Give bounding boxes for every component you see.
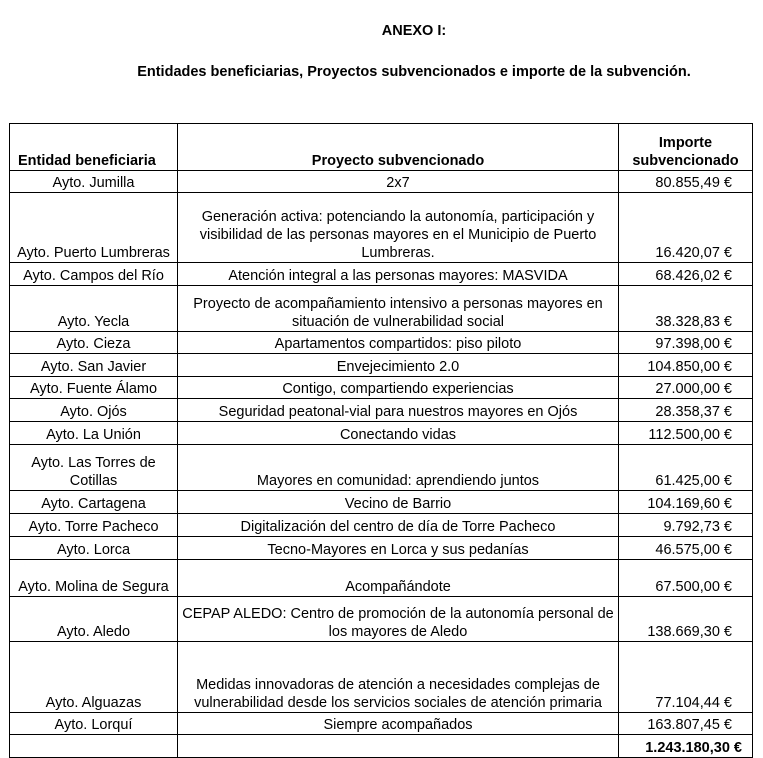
entity-cell: Ayto. Alguazas	[10, 642, 178, 713]
table-row	[10, 193, 753, 263]
project-cell: Vecino de Barrio	[178, 491, 619, 514]
project-cell: Siempre acompañados	[178, 713, 619, 735]
annex-title: ANEXO I:	[381, 23, 447, 39]
entity-cell: Ayto. La Unión	[10, 422, 178, 445]
entity-cell: Ayto. Torre Pacheco	[10, 514, 178, 537]
amount-cell: 16.420,07 €	[619, 193, 753, 263]
project-cell: Digitalización del centro de día de Torre Pacheco	[178, 514, 619, 537]
amount-cell: 61.425,00 €	[619, 445, 753, 491]
empty-cell	[178, 735, 619, 758]
entity-cell: Ayto. Las Torres de Cotillas	[10, 445, 178, 491]
entity-cell: Ayto. Cieza	[10, 332, 178, 354]
table-header-row	[10, 124, 753, 171]
amount-cell: 9.792,73 €	[619, 514, 753, 537]
entity-cell: Ayto. Fuente Álamo	[10, 377, 178, 399]
table-row	[10, 171, 753, 193]
amount-cell: 46.575,00 €	[619, 537, 753, 560]
entity-cell: Ayto. Jumilla	[10, 171, 178, 193]
table-row	[10, 491, 753, 514]
table-row	[10, 445, 753, 491]
total-row	[10, 735, 753, 758]
table-row	[10, 263, 753, 286]
entity-cell: Ayto. Yecla	[10, 286, 178, 332]
project-cell: Tecno-Mayores en Lorca y sus pedanías	[178, 537, 619, 560]
table-row	[10, 332, 753, 354]
amount-cell: 38.328,83 €	[619, 286, 753, 332]
table-row	[10, 286, 753, 332]
grants-table	[9, 123, 753, 758]
amount-cell: 163.807,45 €	[619, 713, 753, 735]
table-row	[10, 514, 753, 537]
project-cell: Contigo, compartiendo experiencias	[178, 377, 619, 399]
header-amount: Importe subvencionado	[619, 124, 753, 171]
table-row	[10, 597, 753, 642]
project-cell: Generación activa: potenciando la autonomía, participación y visibilidad de las personas mayores en el Municipio de Puerto Lumbreras.	[178, 193, 619, 263]
project-cell: Conectando vidas	[178, 422, 619, 445]
amount-cell: 104.169,60 €	[619, 491, 753, 514]
project-cell: Seguridad peatonal-vial para nuestros mayores en Ojós	[178, 399, 619, 422]
entity-cell: Ayto. Campos del Río	[10, 263, 178, 286]
total-amount: 1.243.180,30 €	[619, 735, 753, 758]
entity-cell: Ayto. Aledo	[10, 597, 178, 642]
table-row	[10, 642, 753, 713]
project-cell: Proyecto de acompañamiento intensivo a personas mayores en situación de vulnerabilidad social	[178, 286, 619, 332]
empty-cell	[10, 735, 178, 758]
entity-cell: Ayto. Lorca	[10, 537, 178, 560]
table-row	[10, 560, 753, 597]
table-row	[10, 537, 753, 560]
entity-cell: Ayto. Molina de Segura	[10, 560, 178, 597]
amount-cell: 28.358,37 €	[619, 399, 753, 422]
amount-cell: 138.669,30 €	[619, 597, 753, 642]
amount-cell: 77.104,44 €	[619, 642, 753, 713]
annex-subtitle: Entidades beneficiarias, Proyectos subvencionados e importe de la subvención.	[137, 64, 691, 80]
amount-cell: 68.426,02 €	[619, 263, 753, 286]
amount-cell: 27.000,00 €	[619, 377, 753, 399]
header-entity: Entidad beneficiaria	[10, 124, 178, 171]
amount-cell: 67.500,00 €	[619, 560, 753, 597]
project-cell: Medidas innovadoras de atención a necesidades complejas de vulnerabilidad desde los servicios sociales de atención primaria	[178, 642, 619, 713]
project-cell: CEPAP ALEDO: Centro de promoción de la autonomía personal de los mayores de Aledo	[178, 597, 619, 642]
entity-cell: Ayto. Ojós	[10, 399, 178, 422]
amount-cell: 112.500,00 €	[619, 422, 753, 445]
table-row	[10, 399, 753, 422]
project-cell: Mayores en comunidad: aprendiendo juntos	[178, 445, 619, 491]
project-cell: Acompañándote	[178, 560, 619, 597]
entity-cell: Ayto. Puerto Lumbreras	[10, 193, 178, 263]
project-cell: 2x7	[178, 171, 619, 193]
entity-cell: Ayto. Cartagena	[10, 491, 178, 514]
table-row	[10, 713, 753, 735]
entity-cell: Ayto. San Javier	[10, 354, 178, 377]
amount-cell: 104.850,00 €	[619, 354, 753, 377]
table-row	[10, 422, 753, 445]
table-row	[10, 354, 753, 377]
table-row	[10, 377, 753, 399]
project-cell: Apartamentos compartidos: piso piloto	[178, 332, 619, 354]
project-cell: Envejecimiento 2.0	[178, 354, 619, 377]
amount-cell: 97.398,00 €	[619, 332, 753, 354]
header-project: Proyecto subvencionado	[178, 124, 619, 171]
entity-cell: Ayto. Lorquí	[10, 713, 178, 735]
amount-cell: 80.855,49 €	[619, 171, 753, 193]
project-cell: Atención integral a las personas mayores: MASVIDA	[178, 263, 619, 286]
